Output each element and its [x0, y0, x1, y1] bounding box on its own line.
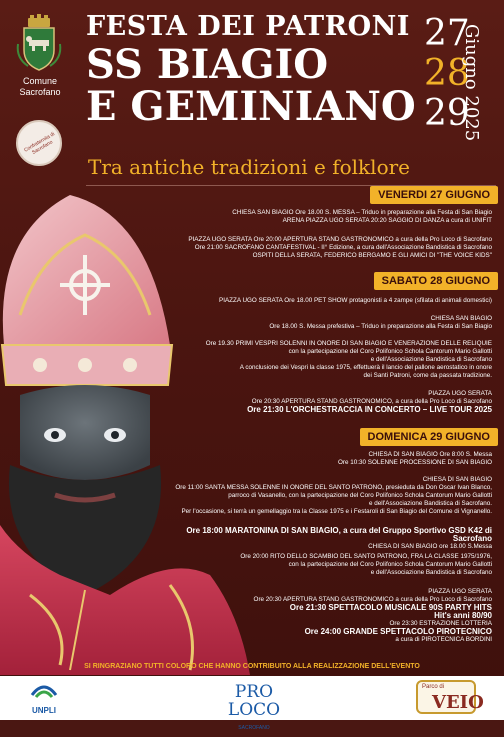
confraternita-seal — [16, 120, 62, 166]
event-block — [162, 209, 492, 225]
proloco-subtext: SACROFANO — [238, 725, 270, 731]
day-header-domenica: DOMENICA 29 GIUGNO — [360, 428, 498, 446]
event-line: PIAZZA UGO SERATA Ore 18.00 PET SHOW protagonisti a 4 zampe (sfilata di animali domestici) — [219, 297, 492, 304]
event-line: e dell'Associazione Bandistica di Sacrofano — [370, 569, 492, 576]
event-block — [162, 527, 492, 551]
event-line: CHIESA SAN BIAGIO — [430, 315, 492, 322]
event-block — [162, 315, 492, 331]
event-line: Per l'occasione, si terrà un gemellaggio tra la Classe 1975 e i Festaroli di San Biagio del Comune di Vignanello. — [181, 508, 492, 515]
event-line: CHIESA DI SAN BIAGIO ore 18.00 S.Messa — [368, 543, 492, 550]
proloco-text: PRO LOCO — [227, 682, 281, 720]
date-28: 28 — [424, 53, 470, 94]
event-line: CHIESA DI SAN BIAGIO — [422, 476, 492, 483]
veio-small-text: Parco di — [422, 684, 445, 690]
unpli-logo — [24, 679, 64, 717]
event-line: ARENA PIAZZA UGO SERATA 20:20 SAGGIO DI DANZA a cura di UNIFIT — [282, 217, 492, 224]
event-line: PIAZZA UGO SERATA — [428, 588, 492, 595]
poster-title — [86, 12, 416, 128]
event-line: e dell'Associazione Bandistica di Sacrofano — [370, 356, 492, 363]
event-block — [162, 588, 492, 644]
title-line2: SS BIAGIO — [86, 41, 329, 88]
event-line: parroco di Vasanello, con la partecipazione del Coro Polifonico Schola Cantorum Mario Gallotti — [228, 492, 492, 499]
poster-subtitle: Tra antiche tradizioni e folklore — [88, 155, 411, 179]
event-block — [162, 236, 492, 260]
event-line: Ore 10:30 SOLENNE PROCESSIONE DI SAN BIAGIO — [338, 459, 492, 466]
event-line: Hit's anni 80/90 — [434, 611, 492, 620]
event-line: Ore 20:30 APERTURA STAND GASTRONOMICO a cura della Pro Loco di Sacrofano — [253, 596, 492, 603]
day-header-venerdi: VENERDI 27 GIUGNO — [370, 186, 498, 204]
event-line: OSPITI DELLA SERATA, FEDERICO BERGAMO E GLI AMICI DI "THE VOICE KIDS" — [252, 252, 492, 259]
title-line1: FESTA DEI PATRONI — [86, 11, 410, 42]
event-line: dei Santi Patroni, come da passata tradizione. — [363, 372, 492, 379]
event-line: Ore 20:30 APERTURA STAND GASTRONOMICO, a cura della Pro Loco di Sacrofano — [251, 398, 492, 405]
event-line: Ore 20:00 RITO DELLO SCAMBIO DEL SANTO PATRONO, FRA LA CLASSE 1975/1976, — [240, 553, 492, 560]
proloco-logo — [214, 683, 294, 737]
unpli-text: UNPLI — [32, 706, 56, 715]
event-line: Ore 21:30 L'ORCHESTRACCIA IN CONCERTO – LIVE TOUR 2025 — [247, 405, 492, 414]
event-line: CHIESA SAN BIAGIO Ore 18.00 S. MESSA – Triduo in preparazione alla Festa di San Biagio — [232, 209, 492, 216]
event-block — [162, 297, 492, 305]
parco-veio-logo — [416, 680, 484, 714]
event-line: Ore 11:00 SANTA MESSA SOLENNE IN ONORE DEL SANTO PATRONO, presieduta da Don Oscar Ivan Blanco, — [175, 484, 492, 491]
event-line: CHIESA DI SAN BIAGIO Ore 8:00 S. Messa — [368, 451, 492, 458]
event-line: PIAZZA UGO SERATA — [428, 390, 492, 397]
title-line3: E GEMINIANO — [86, 83, 416, 130]
event-line: Ore 23:30 ESTRAZIONE LOTTERIA — [389, 620, 492, 627]
event-line: Ore 21:00 SACROFANO CANTAFESTIVAL - II° Edizione, a cura dell'Associazione Bandistica di Sacrofano — [194, 244, 492, 251]
comune-crest-icon — [14, 14, 64, 72]
event-block — [162, 553, 492, 577]
event-line: e dell'Associazione Bandistica di Sacrofano. — [368, 500, 492, 507]
veio-text: VEIO — [432, 692, 484, 713]
confraternita-text: Confraternita di Sacrofano — [23, 131, 56, 156]
event-line: Ore 19.30 PRIMI VESPRI SOLENNI IN ONORE DI SAN BIAGIO E VENERAZIONE DELLE RELIQUIE — [205, 340, 492, 347]
event-line: Ore 18.00 S. Messa prefestiva – Triduo in preparazione alla Festa di San Biagio — [269, 323, 492, 330]
event-line: A conclusione dei Vespri la classe 1975, effettuerà il lancio del pallone aerostatico in onore — [239, 364, 492, 371]
comune-label — [8, 76, 72, 98]
month-year: Giugno 2025 — [461, 24, 482, 142]
event-line: Ore 18:00 MARATONINA DI SAN BIAGIO, a cura del Gruppo Sportivo GSD K42 di Sacrofano — [186, 526, 492, 543]
event-line: PIAZZA UGO SERATA Ore 20:00 APERTURA STAND GASTRONOMICO a cura della Pro Loco di Sacrofano — [188, 236, 492, 243]
event-block — [162, 340, 492, 380]
event-line: Ore 21:30 SPETTACOLO MUSICALE 90S PARTY HITS — [289, 603, 492, 612]
comune-line1: Comune — [22, 76, 58, 86]
event-line: a cura di PIROTECNICA BORDINI — [395, 636, 492, 643]
unpli-emblem-icon — [29, 679, 59, 701]
date-29: 29 — [424, 93, 470, 134]
event-line: Ore 24:00 GRANDE SPETTACOLO PIROTECNICO — [304, 627, 492, 636]
event-line: con la partecipazione del Coro Polifonico Schola Cantorum Mario Gallotti — [288, 348, 492, 355]
day-header-sabato: SABATO 28 GIUGNO — [374, 272, 498, 290]
event-block — [162, 451, 492, 467]
date-27: 27 — [424, 13, 470, 54]
thanks-message: SI RINGRAZIANO TUTTI COLORO CHE HANNO CONTRIBUITO ALLA REALIZZAZIONE DELL'EVENTO — [84, 663, 420, 670]
event-block — [162, 390, 492, 414]
event-line: con la partecipazione del Coro Polifonico Schola Cantorum Mario Gallotti — [288, 561, 492, 568]
comune-line2: Sacrofano — [19, 87, 61, 97]
event-block — [162, 476, 492, 516]
